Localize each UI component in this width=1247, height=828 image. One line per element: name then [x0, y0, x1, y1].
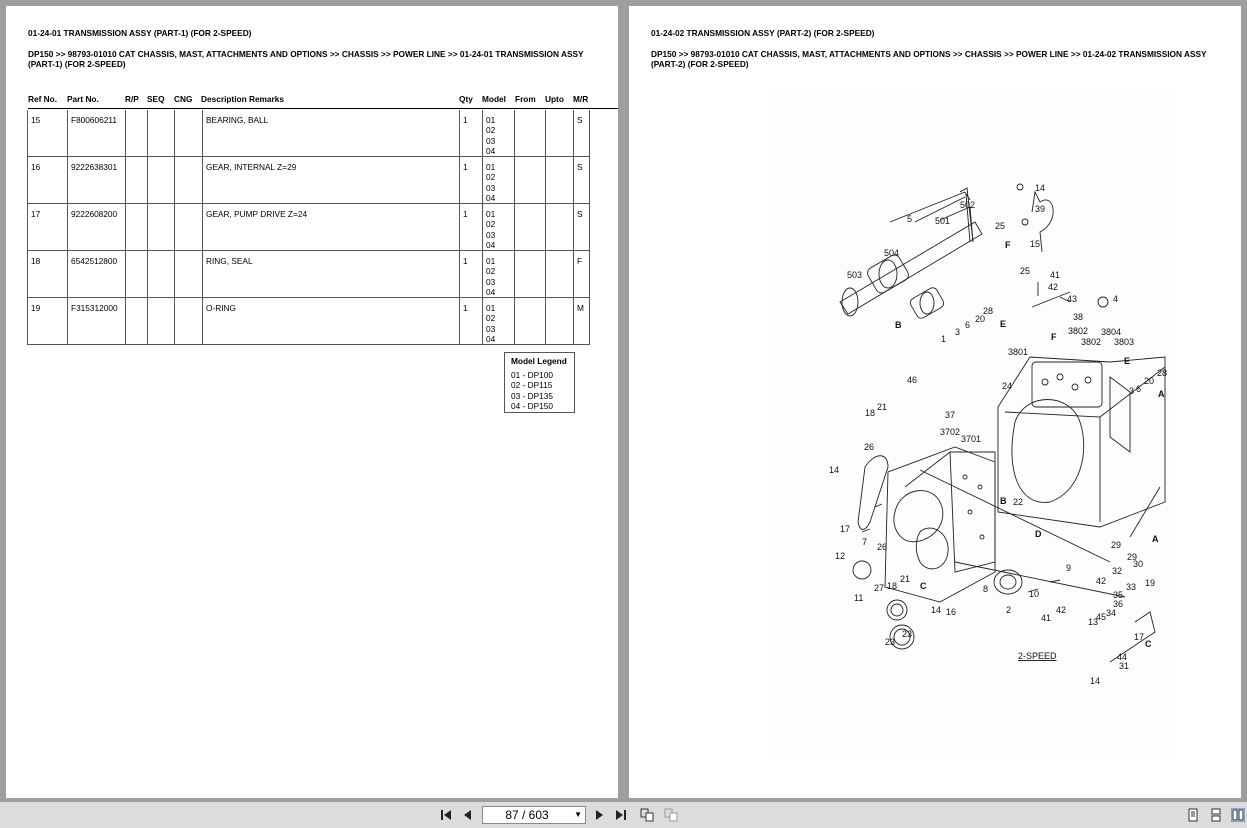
rp-cell [126, 110, 148, 156]
model-cell: 01 02 03 04 [483, 204, 515, 250]
single-page-view-button[interactable] [1186, 808, 1200, 822]
col-header-upto: Upto [545, 94, 564, 104]
upto-cell [546, 204, 574, 250]
table-row[interactable] [27, 110, 590, 157]
seq-cell [148, 110, 175, 156]
table-row[interactable] [27, 204, 590, 251]
upto-cell [546, 110, 574, 156]
svg-text:4: 4 [1113, 294, 1119, 304]
description-cell: BEARING, BALL [203, 110, 460, 156]
svg-text:42: 42 [1056, 605, 1067, 615]
part-cell: 9222608200 [68, 204, 126, 250]
svg-text:31: 31 [1119, 661, 1130, 671]
seq-cell [148, 298, 175, 344]
next-page-icon [592, 808, 606, 822]
previous-page-icon [461, 808, 475, 822]
from-cell [515, 251, 546, 297]
ref-cell: 17 [28, 204, 68, 250]
svg-text:21: 21 [900, 574, 911, 584]
svg-text:9: 9 [1066, 563, 1072, 573]
svg-text:3802: 3802 [1081, 337, 1102, 347]
svg-text:14: 14 [829, 465, 840, 475]
page-indicator: 87 / 603 [505, 808, 549, 822]
upto-cell [546, 251, 574, 297]
description-cell: O-RING [203, 298, 460, 344]
col-header-cng: CNG [174, 94, 193, 104]
svg-text:32: 32 [1112, 566, 1123, 576]
svg-text:19: 19 [1145, 578, 1156, 588]
facing-pages-view-button[interactable] [1231, 808, 1245, 822]
svg-text:3802: 3802 [1068, 326, 1089, 336]
facing-pages-icon [1231, 808, 1245, 822]
svg-text:45: 45 [1096, 612, 1107, 622]
svg-text:25: 25 [995, 221, 1006, 231]
svg-text:10: 10 [1029, 589, 1040, 599]
upto-cell [546, 157, 574, 203]
svg-text:6: 6 [965, 320, 971, 330]
mr-cell: S [577, 162, 583, 172]
rp-cell [126, 204, 148, 250]
parts-table [27, 110, 590, 345]
cng-cell [175, 110, 203, 156]
svg-text:44: 44 [1117, 652, 1128, 662]
model-cell: 01 02 03 04 [483, 157, 515, 203]
qty-cell: 1 [460, 204, 483, 250]
upto-cell [546, 298, 574, 344]
svg-text:41: 41 [1050, 270, 1061, 280]
svg-text:A: A [1158, 389, 1165, 399]
svg-text:22: 22 [1013, 497, 1024, 507]
page-title: 01-24-01 TRANSMISSION ASSY (PART-1) (FOR 2-SPEED) [28, 28, 252, 38]
breadcrumb: DP150 >> 98793-01010 CAT CHASSIS, MAST, ATTACHMENTS AND OPTIONS >> CHASSIS >> POWER LINE >> 01-24-01 TRANSMISSION ASSY (PART-1) (FOR 2-SPEED) [28, 49, 584, 69]
svg-text:F: F [1005, 240, 1011, 250]
svg-text:11: 11 [854, 593, 864, 603]
svg-text:3803: 3803 [1114, 337, 1135, 347]
svg-text:23: 23 [902, 629, 913, 639]
svg-text:2: 2 [1006, 605, 1012, 615]
rp-cell [126, 157, 148, 203]
svg-text:20: 20 [975, 314, 986, 324]
svg-text:C: C [920, 581, 927, 591]
back-view-icon [640, 808, 654, 822]
mr-cell: M [577, 303, 584, 313]
seq-cell [148, 157, 175, 203]
svg-text:30: 30 [1133, 559, 1144, 569]
svg-text:29: 29 [1127, 552, 1138, 562]
first-page-button[interactable] [439, 808, 453, 822]
svg-text:503: 503 [847, 270, 863, 280]
svg-text:18: 18 [887, 581, 898, 591]
part-cell: 9222638301 [68, 157, 126, 203]
svg-text:7: 7 [862, 537, 868, 547]
svg-text:42: 42 [1096, 576, 1107, 586]
viewer-toolbar [0, 802, 1247, 828]
description-cell: GEAR, PUMP DRIVE Z=24 [203, 204, 460, 250]
svg-text:14: 14 [1090, 676, 1101, 686]
model-cell: 01 02 03 04 [483, 110, 515, 156]
svg-text:25: 25 [1020, 266, 1031, 276]
legend-title: Model Legend [511, 356, 567, 366]
col-header-mr: M/R [573, 94, 589, 104]
svg-text:12: 12 [835, 551, 846, 561]
mr-cell: S [577, 115, 583, 125]
model-cell: 01 02 03 04 [483, 251, 515, 297]
cng-cell [175, 298, 203, 344]
svg-text:46: 46 [907, 375, 918, 385]
previous-page-button[interactable] [461, 808, 475, 822]
svg-text:C: C [1145, 639, 1152, 649]
svg-text:13: 13 [1088, 617, 1099, 627]
table-row[interactable] [27, 298, 590, 345]
qty-cell: 1 [460, 157, 483, 203]
from-cell [515, 157, 546, 203]
model-legend [504, 352, 575, 413]
diagram-caption: 2-SPEED [1018, 651, 1057, 661]
svg-text:28: 28 [983, 306, 994, 316]
model-cell: 01 02 03 04 [483, 298, 515, 344]
svg-text:14: 14 [1035, 183, 1046, 193]
svg-text:23: 23 [885, 637, 896, 647]
svg-text:16: 16 [946, 607, 957, 617]
cng-cell [175, 204, 203, 250]
legend-item: 04 - DP150 [511, 401, 553, 412]
col-header-model: Model [482, 94, 506, 104]
svg-text:37: 37 [945, 410, 956, 420]
page-number-selector[interactable] [482, 806, 586, 824]
rp-cell [126, 251, 148, 297]
col-header-from: From [515, 94, 536, 104]
svg-text:501: 501 [935, 216, 951, 226]
svg-text:504: 504 [884, 248, 900, 258]
ref-cell: 18 [28, 251, 68, 297]
svg-text:5: 5 [907, 214, 913, 224]
table-row[interactable] [27, 251, 590, 298]
svg-text:8: 8 [983, 584, 989, 594]
right-page [629, 6, 1241, 798]
svg-text:3701: 3701 [961, 434, 982, 444]
col-header-part: Part No. [67, 94, 99, 104]
transmission-diagram-drawing [770, 92, 1170, 757]
rp-cell [126, 298, 148, 344]
svg-text:17: 17 [840, 524, 851, 534]
cng-cell [175, 251, 203, 297]
col-header-description: Description Remarks [201, 94, 285, 104]
seq-cell [148, 204, 175, 250]
table-row[interactable] [27, 157, 590, 204]
mr-cell: S [577, 209, 583, 219]
svg-text:36: 36 [1113, 599, 1124, 609]
svg-text:26: 26 [877, 542, 888, 552]
legend-item: 02 - DP115 [511, 380, 553, 391]
svg-text:502: 502 [960, 200, 976, 210]
page-title: 01-24-02 TRANSMISSION ASSY (PART-2) (FOR 2-SPEED) [651, 28, 875, 38]
svg-text:B: B [895, 320, 902, 330]
ref-cell: 16 [28, 157, 68, 203]
seq-cell [148, 251, 175, 297]
svg-text:F: F [1051, 332, 1057, 342]
col-header-ref: Ref No. [28, 94, 58, 104]
svg-text:B: B [1000, 496, 1007, 506]
breadcrumb: DP150 >> 98793-01010 CAT CHASSIS, MAST, ATTACHMENTS AND OPTIONS >> CHASSIS >> POWER LINE >> 01-24-02 TRANSMISSION ASSY (PART-2) (FOR 2-SPEED) [651, 49, 1207, 69]
last-page-icon [614, 808, 628, 822]
go-back-view-button[interactable] [640, 808, 654, 822]
last-page-button[interactable] [614, 808, 628, 822]
part-cell: F800606211 [68, 110, 126, 156]
dropdown-arrow-icon: ▼ [574, 810, 582, 819]
mr-cell: F [577, 256, 583, 266]
ref-cell: 19 [28, 298, 68, 344]
left-page [6, 6, 618, 798]
single-page-icon [1186, 808, 1200, 822]
col-header-qty: Qty [459, 94, 473, 104]
forward-view-icon [664, 808, 678, 822]
svg-text:43: 43 [1067, 294, 1078, 304]
svg-text:1: 1 [941, 334, 947, 344]
svg-text:E: E [1000, 319, 1007, 329]
col-header-rp: R/P [125, 94, 139, 104]
description-cell: RING, SEAL [203, 251, 460, 297]
col-header-seq: SEQ [147, 94, 165, 104]
next-page-button[interactable] [592, 808, 606, 822]
svg-text:D: D [1035, 529, 1042, 539]
svg-text:20: 20 [1144, 376, 1155, 386]
from-cell [515, 204, 546, 250]
part-cell: F315312000 [68, 298, 126, 344]
ref-cell: 15 [28, 110, 68, 156]
continuous-page-icon [1209, 808, 1223, 822]
svg-text:35: 35 [1113, 590, 1124, 600]
qty-cell: 1 [460, 110, 483, 156]
svg-text:14: 14 [931, 605, 942, 615]
svg-text:33: 33 [1126, 582, 1137, 592]
svg-text:34: 34 [1106, 608, 1117, 618]
svg-text:42: 42 [1048, 282, 1059, 292]
svg-text:39: 39 [1035, 204, 1046, 214]
qty-cell: 1 [460, 251, 483, 297]
svg-text:18: 18 [865, 408, 876, 418]
svg-text:E: E [1124, 356, 1131, 366]
svg-text:3801: 3801 [1008, 347, 1029, 357]
svg-text:21: 21 [877, 402, 888, 412]
legend-item: 03 - DP135 [511, 390, 553, 401]
svg-text:A: A [1152, 534, 1159, 544]
cng-cell [175, 157, 203, 203]
svg-text:3804: 3804 [1101, 327, 1122, 337]
from-cell [515, 110, 546, 156]
svg-text:29: 29 [1111, 540, 1122, 550]
first-page-icon [439, 808, 453, 822]
svg-text:27: 27 [874, 583, 885, 593]
svg-text:26: 26 [864, 442, 875, 452]
svg-text:6: 6 [1136, 384, 1142, 394]
continuous-view-button[interactable] [1209, 808, 1223, 822]
qty-cell: 1 [460, 298, 483, 344]
svg-text:3702: 3702 [940, 427, 961, 437]
svg-text:41: 41 [1041, 613, 1052, 623]
svg-text:3: 3 [1129, 386, 1135, 396]
svg-text:17: 17 [1134, 632, 1145, 642]
svg-text:15: 15 [1030, 239, 1041, 249]
go-forward-view-button[interactable] [664, 808, 678, 822]
svg-text:24: 24 [1002, 381, 1013, 391]
description-cell: GEAR, INTERNAL Z=29 [203, 157, 460, 203]
svg-text:38: 38 [1073, 312, 1084, 322]
legend-item: 01 - DP100 [511, 370, 553, 380]
from-cell [515, 298, 546, 344]
svg-text:3: 3 [955, 327, 961, 337]
svg-text:28: 28 [1157, 368, 1168, 378]
part-cell: 6542512800 [68, 251, 126, 297]
exploded-parts-diagram [770, 92, 1170, 757]
header-divider [28, 108, 618, 109]
